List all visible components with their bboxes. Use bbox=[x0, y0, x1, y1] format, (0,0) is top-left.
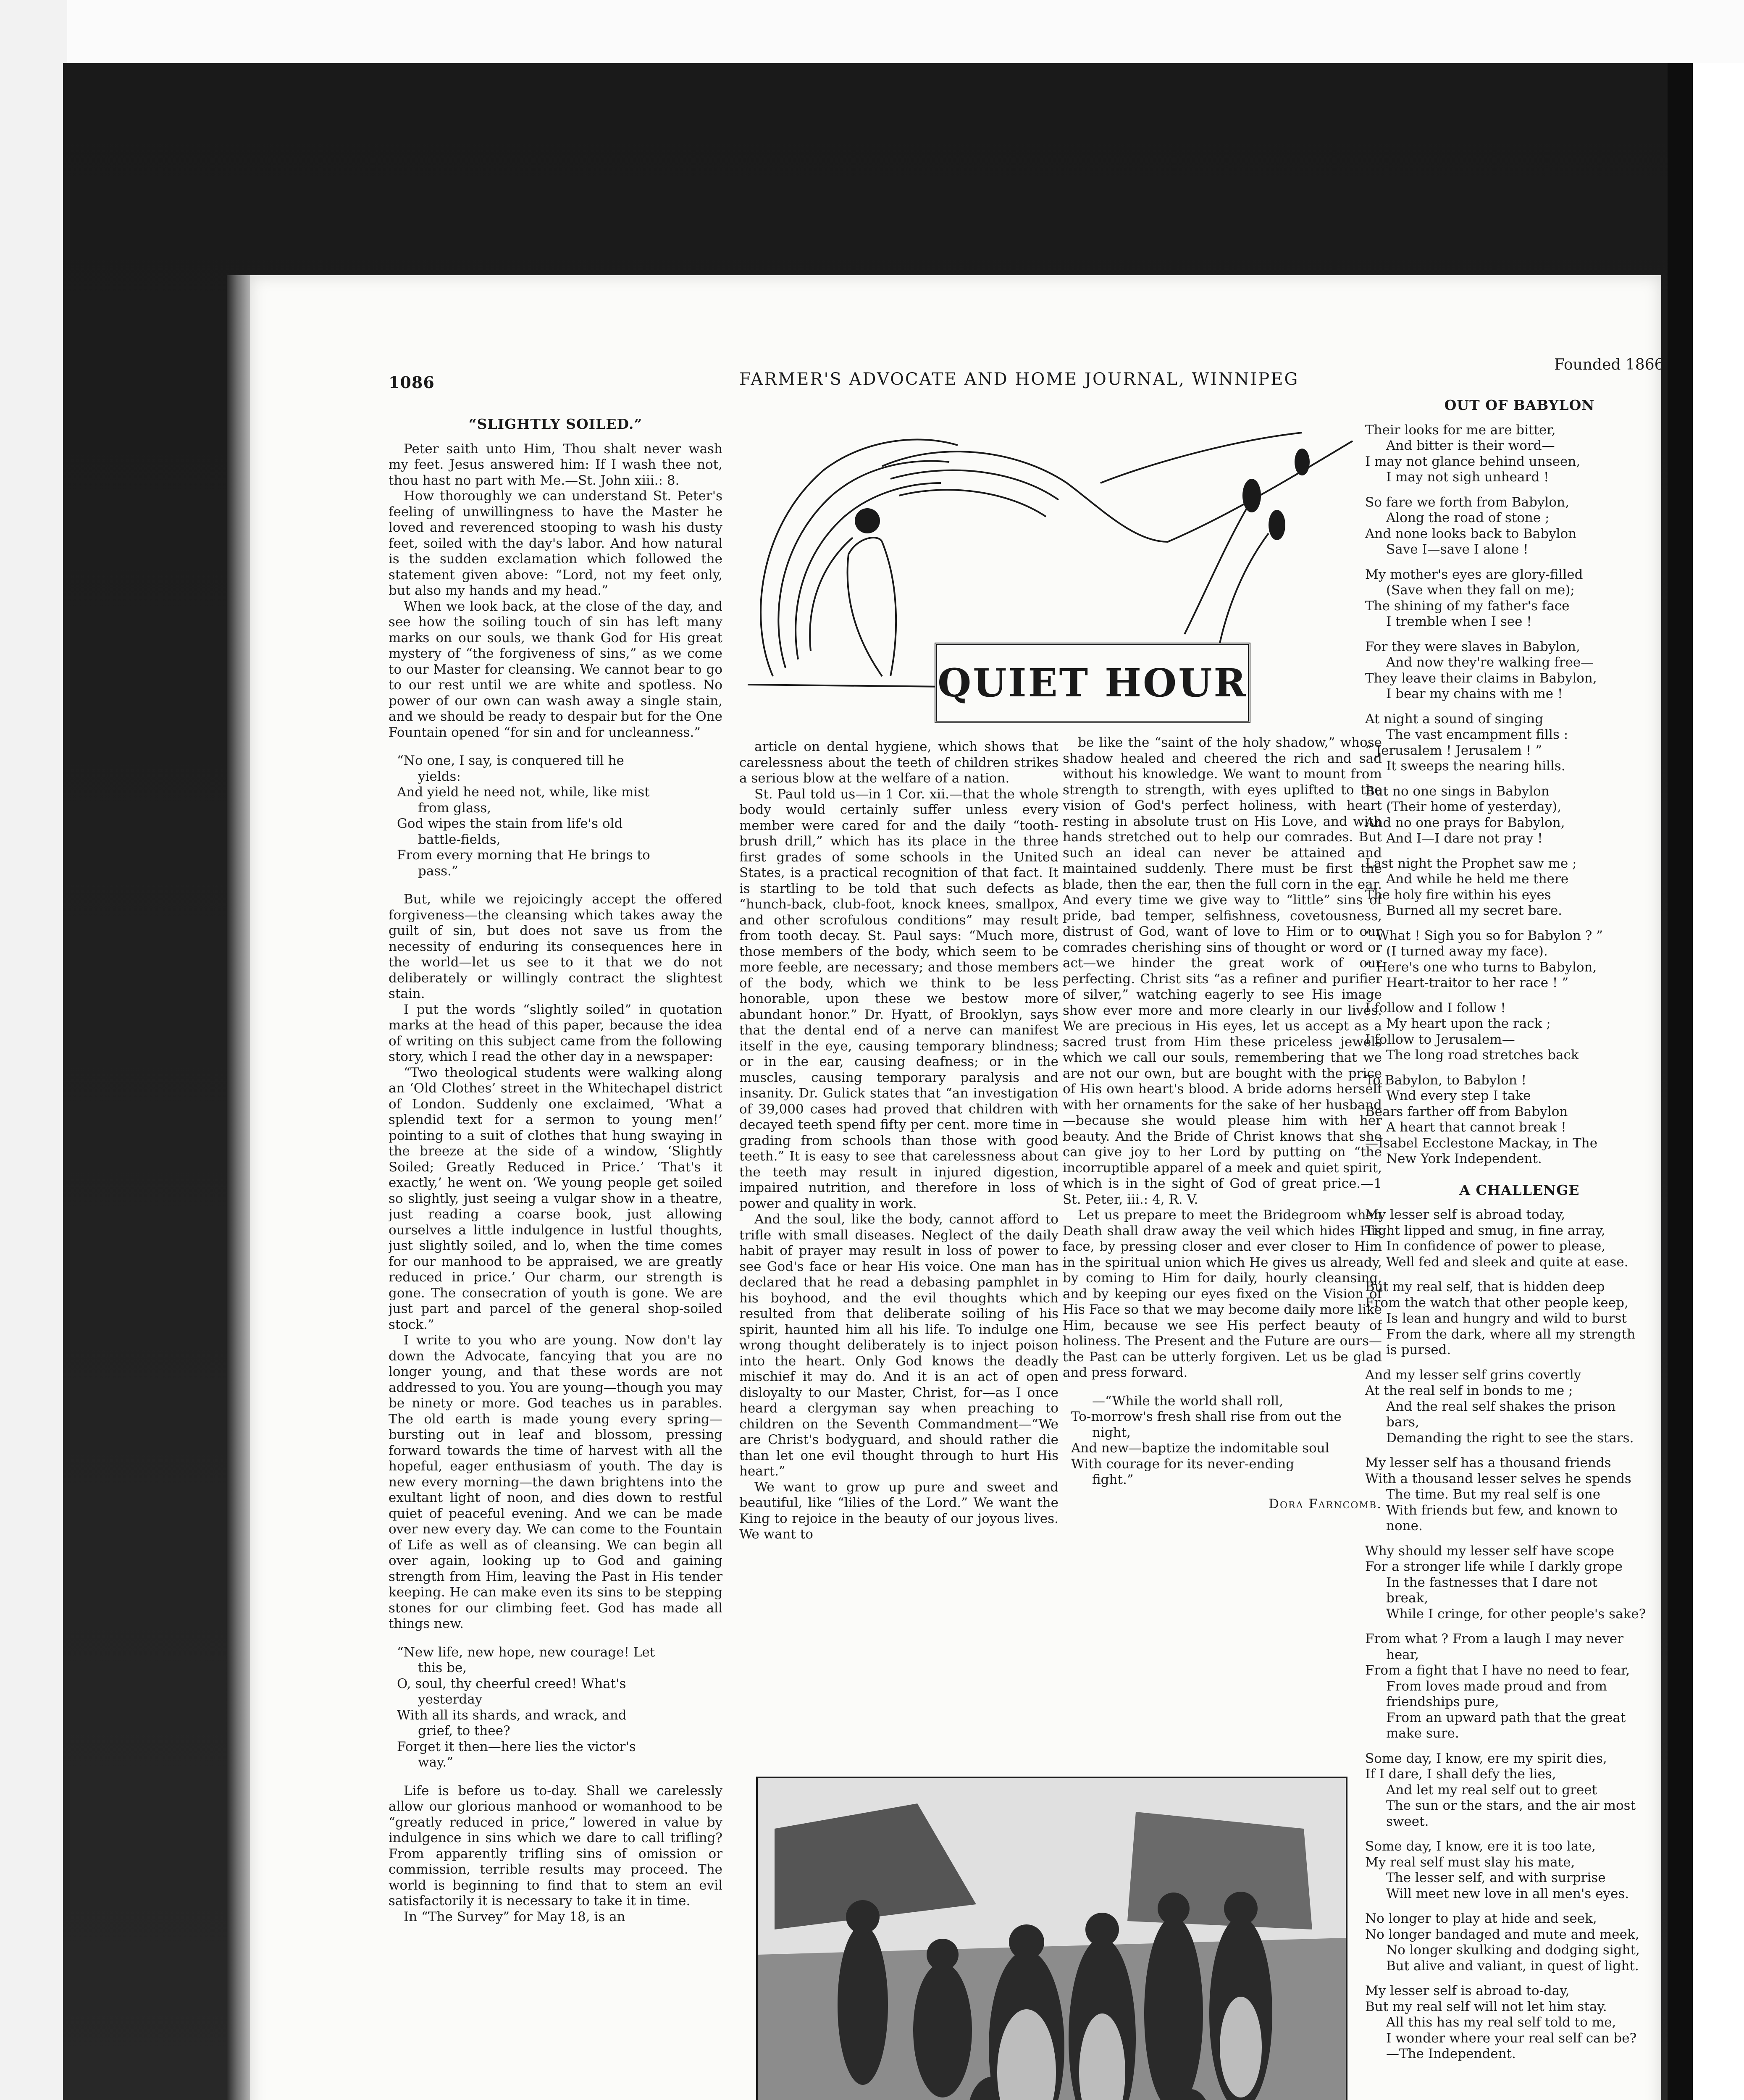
stanza-break bbox=[1365, 486, 1682, 495]
group-photograph bbox=[756, 1777, 1347, 2100]
poem-line: I may not glance behind unseen, bbox=[1365, 454, 1581, 469]
poem-line: But alive and valiant, in quest of light. bbox=[1386, 1958, 1639, 1974]
stanza-break bbox=[1365, 1742, 1682, 1751]
column-2 bbox=[739, 739, 1058, 1688]
poem-line: Some day, I know, ere it is too late, bbox=[1365, 1839, 1596, 1854]
paragraph: We want to grow up pure and sweet and beautiful, like “lilies of the Lord.” We want the King to rejoice in the beauty of our joyous lives. We want to bbox=[739, 1479, 1058, 1542]
poem-line: They leave their claims in Babylon, bbox=[1365, 670, 1597, 686]
poem-line: “ What ! Sigh you so for Babylon ? ” bbox=[1365, 928, 1603, 943]
stanza-break bbox=[1365, 1446, 1682, 1455]
paragraph: When we look back, at the close of the day, and see how the soiling touch of sin has left many marks on our souls, we thank God for His great mystery of “the forgiveness of sins,” as we come to our Master for cleansing. We cannot bear to go to our rest until we are white and spotless. No power of our own can wash away a single stain, and we should be ready to despair but for the One Fountain opened “for sin and for uncleanness.” bbox=[389, 598, 722, 740]
scan-margin-left bbox=[0, 0, 67, 2100]
poem-line: A heart that cannot break ! bbox=[1386, 1120, 1566, 1135]
stanza-break bbox=[1365, 1830, 1682, 1839]
verse-line: battle-fields, bbox=[418, 832, 501, 847]
poem-line: make sure. bbox=[1386, 1726, 1459, 1741]
poem-line: —Isabel Ecclestone Mackay, in The bbox=[1365, 1135, 1598, 1151]
stanza-break bbox=[1365, 1063, 1682, 1073]
poem-line: And no one prays for Babylon, bbox=[1365, 815, 1565, 830]
verse-line: yesterday bbox=[418, 1692, 483, 1707]
stanza-break bbox=[1365, 1622, 1682, 1631]
stanza-break bbox=[1365, 702, 1682, 711]
verse-line: pass.” bbox=[418, 863, 458, 879]
poem-heading-a-challenge: A CHALLENGE bbox=[1459, 1181, 1580, 1198]
poem-line: Along the road of stone ; bbox=[1386, 510, 1550, 525]
verse-line: yields: bbox=[418, 769, 461, 784]
article-heading-slightly-soiled: “SLIGHTLY SOILED.” bbox=[468, 416, 643, 432]
poem-line: New York Independent. bbox=[1386, 1151, 1542, 1166]
poem-line: (I turned away my face). bbox=[1386, 944, 1548, 959]
poem-line: break, bbox=[1386, 1591, 1429, 1606]
poem-line: Bears farther off from Babylon bbox=[1365, 1104, 1568, 1119]
stanza-break bbox=[1365, 847, 1682, 856]
poem-line: —The Independent. bbox=[1386, 2046, 1516, 2061]
verse-line: And yield he need not, while, like mist bbox=[397, 785, 650, 800]
poem-line: Well fed and sleek and quite at ease. bbox=[1386, 1254, 1628, 1270]
stanza-break bbox=[1365, 1534, 1682, 1544]
poem-line: And while he held me there bbox=[1386, 872, 1569, 887]
verse-line: fight.” bbox=[1092, 1472, 1134, 1487]
verse-line: night, bbox=[1092, 1425, 1131, 1440]
poem-line: “ Jerusalem ! Jerusalem ! ” bbox=[1365, 743, 1542, 758]
poem-line: In the fastnesses that I dare not bbox=[1386, 1575, 1597, 1590]
verse-line: way.” bbox=[418, 1755, 454, 1770]
poem-line: The long road stretches back bbox=[1386, 1047, 1579, 1063]
poem-line: It sweeps the nearing hills. bbox=[1386, 759, 1565, 774]
poem-line: From the watch that other people keep, bbox=[1365, 1295, 1628, 1310]
verse-line: from glass, bbox=[418, 800, 491, 816]
poem-line: From the dark, where all my strength bbox=[1386, 1326, 1636, 1342]
poem-line: But my real self, that is hidden deep bbox=[1365, 1279, 1605, 1294]
poem-line: Why should my lesser self have scope bbox=[1365, 1543, 1614, 1559]
poem-line: (Save when they fall on me); bbox=[1386, 583, 1575, 598]
poem-line: So fare we forth from Babylon, bbox=[1365, 494, 1569, 510]
stanza-break bbox=[1365, 774, 1682, 784]
poem-line: And none looks back to Babylon bbox=[1365, 526, 1577, 541]
column-1 bbox=[389, 414, 722, 2100]
poem-line: bars, bbox=[1386, 1415, 1419, 1430]
poem-line: (Their home of yesterday), bbox=[1386, 799, 1562, 814]
verse-line: To-morrow's fresh shall rise from out the bbox=[1071, 1409, 1342, 1424]
founded-note: Founded 1866 bbox=[1554, 356, 1664, 373]
verse-quote bbox=[389, 1645, 722, 1771]
poem-line: Wnd every step I take bbox=[1386, 1088, 1531, 1103]
verse-quote bbox=[389, 753, 722, 879]
poem-line: Demanding the right to see the stars. bbox=[1386, 1430, 1634, 1446]
paragraph: St. Paul told us—in 1 Cor. xii.—that the whole body would certainly suffer unless every member were cared for and the daily “tooth-brush drill,” which has its place in the three first grades of some schools in the United States, is a practical recognition of that fact. It is startling to be told that such defects as “hunch-back, club-foot, knock knees, smallpox, and other scrofulous conditions” may result from tooth decay. St. Paul says: “Much more, those members of the body, which seem to be more feeble, are necessary; and those members of the body, which we think to be less honorable, upon these we bestow more abundant honor.” Dr. Hyatt, of Brooklyn, says that the dental end of a nerve can manifest itself in the eye, causing temporary blindness; or in the ear, causing deafness; or in the muscles, causing temporary paralysis and insanity. Dr. Gulick states that “an investigation of 39,000 cases had proved that children with decayed teeth spend fifty per cent. more time in grading from schools than those with good teeth.” It is easy to see that carelessness about the teeth may result in injured digestion, impaired nutrition, and therefore in loss of power and quality in work. bbox=[739, 786, 1058, 1211]
poem-line: hear, bbox=[1386, 1647, 1419, 1662]
poem-line: I follow to Jerusalem— bbox=[1365, 1032, 1515, 1047]
poem-line: I wonder where your real self can be? bbox=[1386, 2030, 1637, 2046]
verse-line: “No one, I say, is conquered till he bbox=[397, 753, 624, 768]
poem-line: I tremble when I see ! bbox=[1386, 614, 1532, 629]
poem-line: My lesser self is abroad today, bbox=[1365, 1207, 1565, 1222]
book-binding bbox=[227, 275, 252, 2100]
poem-line: At the real self in bonds to me ; bbox=[1365, 1383, 1573, 1398]
stanza-break bbox=[1365, 1270, 1682, 1279]
poem-line: Some day, I know, ere my spirit dies, bbox=[1365, 1751, 1607, 1766]
verse-line: “New life, new hope, new courage! Let bbox=[397, 1644, 655, 1660]
scan-margin-top bbox=[0, 0, 1744, 63]
verse-line: Forget it then—here lies the victor's bbox=[397, 1739, 636, 1754]
paragraph: How thoroughly we can understand St. Peter's feeling of unwillingness to have the Master he loved and reverenced stooping to wash his dusty feet, soiled with the day's labor. And how natural is the sudden exclamation which followed the statement given above: “Lord, not my feet only, but also my hands and my head.” bbox=[389, 488, 722, 598]
poem-line: Their looks for me are bitter, bbox=[1365, 422, 1556, 438]
paragraph: I write to you who are young. Now don't lay down the Advocate, fancying that you are no longer young, and that these words are not addressed to you. You are young—though you may be ninety or more. God teaches us in parables. The old earth is made young every spring—bursting out in leaf and blossom, pressing forward towards the time of harvest with all the hopeful, eager enthusiasm of youth. The day is new every morning—the dawn brightens into the exultant light of noon, and dies down to restful quiet of peaceful evening. And we can be made over new every day. We can come to the Fountain of Life as well as of cleansing. We can begin all over again, looking up to God and gaining strength from Him, leaving the Past in His tender keeping. He can make even its sins to be stepping stones for our climbing feet. God has made all things new. bbox=[389, 1333, 722, 1631]
stanza-break bbox=[1365, 630, 1682, 639]
author-signature: Dora Farncomb. bbox=[1269, 1496, 1382, 1512]
stanza-break bbox=[1365, 1974, 1682, 1983]
poem-line: Last night the Prophet saw me ; bbox=[1365, 856, 1577, 871]
poem-line: To Babylon, to Babylon ! bbox=[1365, 1072, 1527, 1088]
poem-line: Will meet new love in all men's eyes. bbox=[1386, 1886, 1629, 1901]
verse-line: With courage for its never-ending bbox=[1071, 1456, 1295, 1472]
stanza-break bbox=[1365, 1358, 1682, 1368]
stanza-break bbox=[1365, 991, 1682, 1000]
poem-line: Tight lipped and smug, in fine array, bbox=[1365, 1223, 1605, 1238]
poem-line: No longer skulking and dodging sight, bbox=[1386, 1942, 1640, 1958]
poem-line: From what ? From a laugh I may never bbox=[1365, 1631, 1623, 1646]
poem-line: The vast encampment fills : bbox=[1386, 727, 1568, 742]
column-4 bbox=[1357, 395, 1682, 2100]
poem-line: And now they're walking free— bbox=[1386, 655, 1594, 670]
paragraph: But, while we rejoicingly accept the offered forgiveness—the cleansing which takes away the guilt of sin, but does not save us from the necessity of enduring its consequences here in the world—let us see to it that we do not deliberately or willingly contract the slightest stain. bbox=[389, 892, 722, 1001]
poem-line: Save I—save I alone ! bbox=[1386, 542, 1529, 557]
poem-line: Is lean and hungry and wild to burst bbox=[1386, 1311, 1627, 1326]
poem-line: In confidence of power to please, bbox=[1386, 1239, 1606, 1254]
poem-a-challenge bbox=[1357, 1207, 1682, 2062]
verse-line: grief, to thee? bbox=[418, 1723, 510, 1738]
verse-line: —“While the world shall roll, bbox=[1092, 1393, 1284, 1409]
paragraph: And the soul, like the body, cannot afford to trifle with small diseases. Neglect of the daily habit of prayer may result in loss of power to see God's face or hear His voice. One man has declared that he read a debasing pamphlet in his boyhood, and the evil thoughts which resulted from that deliberate soiling of his spirit, haunted him all his life. To indulge one wrong thought deliberately is to inject poison into the heart. Only God knows the deadly mischief it may do. And it is an act of open disloyalty to our Master, Christ, for—as I once heard a clergyman say when preaching to children on the Seventh Commandment—“We are Christ's bodyguard, and should rather die than let one evil thought through to hurt His heart.” bbox=[739, 1212, 1058, 1479]
stanza-break bbox=[1365, 558, 1682, 567]
poem-line: No longer bandaged and mute and meek, bbox=[1365, 1927, 1639, 1942]
poem-line: While I cringe, for other people's sake? bbox=[1386, 1606, 1646, 1622]
paragraph: Peter saith unto Him, Thou shalt never wash my feet. Jesus answered him: If I wash thee not, thou hast no part with Me.—St. John xiii.: 8. bbox=[389, 441, 722, 488]
poem-line: The lesser self, and with surprise bbox=[1386, 1870, 1606, 1885]
paragraph: Life is before us to-day. Shall we carelessly allow our glorious manhood or womanhood to be “greatly reduced in price,” lowered in value by indulgence in sins which we dare to call trifling? From apparently trifling sins of omission or commission, terrible results may proceed. The world is beginning to find that to stem an evil satisfactorily it is necessary to take it in time. bbox=[389, 1783, 722, 1908]
paragraph: I put the words “slightly soiled” in quotation marks at the head of this paper, because the idea of writing on this subject came from the following story, which I read the other day in a newspaper: bbox=[389, 1002, 722, 1064]
poem-line: The sun or the stars, and the air most bbox=[1386, 1798, 1636, 1813]
page-number: 1086 bbox=[389, 373, 435, 392]
poem-line: With friends but few, and known to bbox=[1386, 1502, 1618, 1518]
poem-line: Burned all my secret bare. bbox=[1386, 903, 1562, 918]
stanza-break bbox=[1365, 919, 1682, 928]
poem-line: From loves made proud and from bbox=[1386, 1678, 1607, 1694]
poem-out-of-babylon bbox=[1357, 423, 1682, 1167]
poem-line: My real self must slay his mate, bbox=[1365, 1854, 1575, 1870]
poem-line: My lesser self has a thousand friends bbox=[1365, 1455, 1611, 1470]
poem-line: From a fight that I have no need to fear, bbox=[1365, 1663, 1630, 1678]
paragraph: Let us prepare to meet the Bridegroom when Death shall draw away the veil which hides His face, by pressing closer and ever closer to Him in the spiritual union which He gives us already, by coming to Him for daily, hourly cleansing, and by keeping our eyes fixed on the Vision of His Face so that we may become daily more like Him, because we see His perfect beauty of holiness. The Present and the Future are ours—the Past can be utterly forgiven. Let us be glad and press forward. bbox=[1063, 1208, 1382, 1380]
poem-line: Heart-traitor to her race ! ” bbox=[1386, 975, 1569, 990]
poem-line: I follow and I follow ! bbox=[1365, 1000, 1506, 1016]
poem-line: “ Here's one who turns to Babylon, bbox=[1365, 959, 1597, 975]
verse-line: this be, bbox=[418, 1660, 467, 1675]
quiet-hour-banner bbox=[935, 643, 1250, 723]
poem-line: And I—I dare not pray ! bbox=[1386, 831, 1543, 846]
poem-line: And the real self shakes the prison bbox=[1386, 1399, 1616, 1414]
poem-line: sweet. bbox=[1386, 1814, 1429, 1829]
verse-line: With all its shards, and wrack, and bbox=[397, 1707, 627, 1723]
verse-line: God wipes the stain from life's old bbox=[397, 816, 623, 831]
stanza-break bbox=[1365, 1902, 1682, 1911]
poem-heading-out-of-babylon: OUT OF BABYLON bbox=[1444, 397, 1595, 413]
poem-line: is pursed. bbox=[1386, 1342, 1451, 1357]
poem-line: But my real self will not let him stay. bbox=[1365, 1999, 1607, 2014]
poem-line: I bear my chains with me ! bbox=[1386, 686, 1563, 701]
verse-line: And new—baptize the indomitable soul bbox=[1071, 1441, 1329, 1456]
poem-line: And my lesser self grins covertly bbox=[1365, 1367, 1581, 1383]
verse-line: O, soul, thy cheerful creed! What's bbox=[397, 1676, 626, 1691]
column-3 bbox=[1063, 735, 1382, 1701]
paragraph: article on dental hygiene, which shows that carelessness about the teeth of children strikes a serious blow at the welfare of a nation. bbox=[739, 739, 1058, 786]
poem-line: I may not sigh unheard ! bbox=[1386, 470, 1549, 485]
poem-line: My lesser self is abroad to-day, bbox=[1365, 1983, 1570, 1998]
poem-line: The holy fire within his eyes bbox=[1365, 887, 1551, 903]
poem-line: none. bbox=[1386, 1518, 1423, 1533]
poem-line: The shining of my father's face bbox=[1365, 598, 1570, 614]
poem-line: No longer to play at hide and seek, bbox=[1365, 1911, 1597, 1926]
poem-line: From an upward path that the great bbox=[1386, 1710, 1626, 1725]
poem-line: And bitter is their word— bbox=[1386, 438, 1555, 453]
closing-verse bbox=[1063, 1394, 1382, 1488]
poem-line: My mother's eyes are glory-filled bbox=[1365, 567, 1583, 582]
poem-line: And let my real self out to greet bbox=[1386, 1782, 1597, 1798]
paragraph: In “The Survey” for May 18, is an bbox=[404, 1909, 625, 1924]
paper-title: FARMER'S ADVOCATE AND HOME JOURNAL, WINNIPEG bbox=[739, 370, 1299, 389]
poem-line: At night a sound of singing bbox=[1365, 711, 1544, 727]
poem-line: My heart upon the rack ; bbox=[1386, 1016, 1551, 1031]
poem-line: The time. But my real self is one bbox=[1386, 1487, 1601, 1502]
poem-line: For they were slaves in Babylon, bbox=[1365, 639, 1580, 654]
paragraph: “Two theological students were walking along an ‘Old Clothes’ street in the Whitechapel district of London. Suddenly one exclaimed, ‘What a splendid text for a sermon to young men!’ pointing to a suit of clothes that hung swaying in the breeze at the side of a window, ‘Slightly Soiled; Greatly Reduced in Price.’ ‘That's it exactly,’ he went on. ‘We young people get soiled so slightly, just seeing a vulgar show in a theatre, just reading a coarse book, just allowing ourselves a little indulgence in lustful thoughts, just slightly soiled, and lo, when the time comes for our manhood to be appraised, we are greatly reduced in price.’ Our charm, our strength is gone. The consecration of youth is gone. We are just part and parcel of the general shop-soiled stock.” bbox=[389, 1065, 722, 1332]
poem-line: But no one sings in Babylon bbox=[1365, 783, 1550, 799]
paragraph: be like the “saint of the holy shadow,” whose shadow healed and cheered the rich and sad without his knowledge. We want to mount from strength to strength, with eyes uplifted to the vision of God's perfect holiness, with heart resting in absolute trust on His Love, and with hands stretched out to help our comrades. But such an ideal can never be attained and maintained suddenly. There must be first the blade, then the ear, then the full corn in the ear. And every time we give way to “little” sins of pride, bad temper, selfishness, covetousness, distrust of God, want of love to Him or to our comrades cherishing sins of thought or word or act—we hinder the great work of our perfecting. Christ sits “as a refiner and purifier of silver,” watching eagerly to see His image show ever more and more clearly in our lives. We are precious in His eyes, let us accept as a sacred trust from Him these priceless jewels which we call our souls, remembering that we are not our own, but are bought with the price of His own heart's blood. A bride adorns herself with her ornaments for the sake of her husband—because she would please him with her beauty. And the Bride of Christ knows that she can give joy to her Lord by putting on “the incorruptible apparel of a meek and quiet spirit, which is in the sight of God of great price.—1 St. Peter, iii.: 4, R. V. bbox=[1063, 735, 1382, 1207]
quiet-hour-title: QUIET HOUR bbox=[938, 660, 1248, 706]
poem-line: With a thousand lesser selves he spends bbox=[1365, 1471, 1631, 1486]
poem-line: For a stronger life while I darkly grope bbox=[1365, 1559, 1623, 1574]
poem-line: friendships pure, bbox=[1386, 1694, 1499, 1709]
verse-line: From every morning that He brings to bbox=[397, 848, 650, 863]
poem-line: All this has my real self told to me, bbox=[1386, 2015, 1616, 2030]
poem-line: If I dare, I shall defy the lies, bbox=[1365, 1767, 1556, 1782]
